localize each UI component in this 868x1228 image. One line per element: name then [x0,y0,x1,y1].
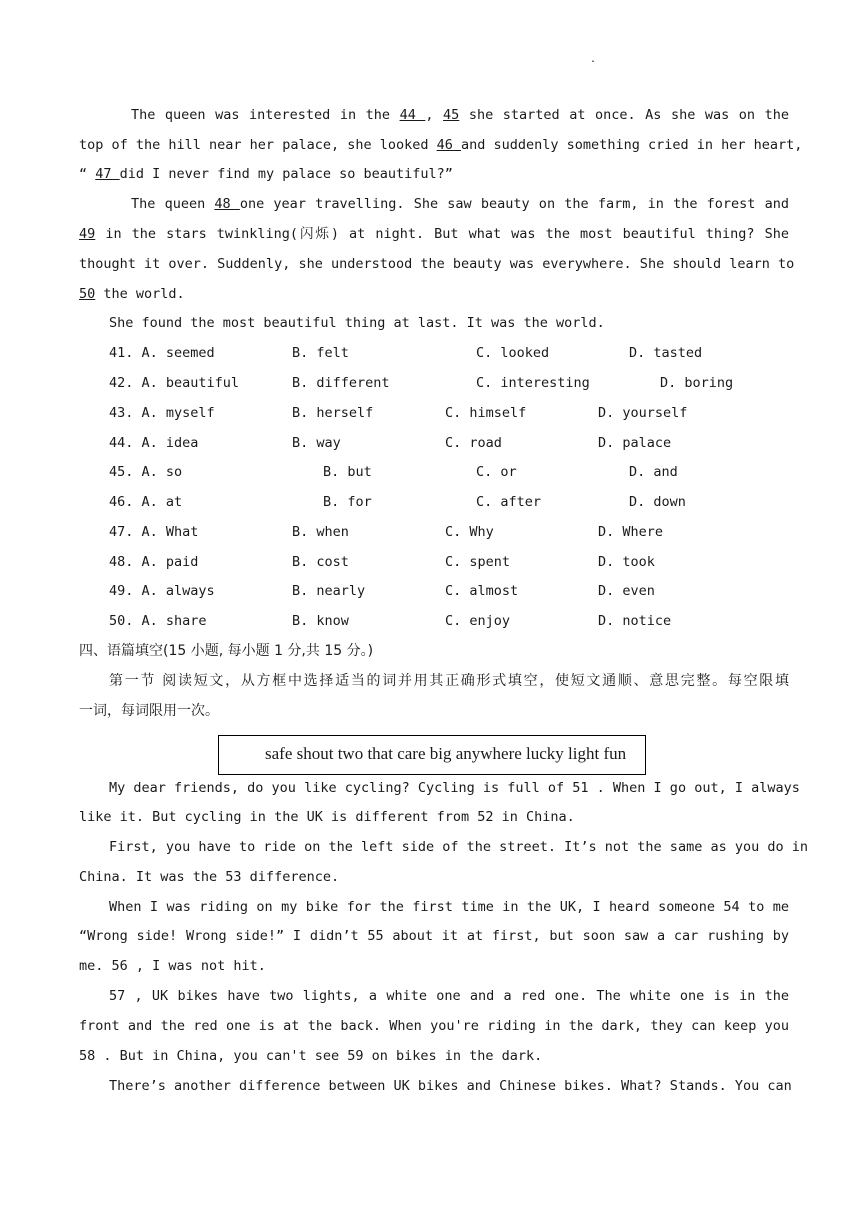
blank-49: 49 [79,226,96,242]
text: “ [79,166,96,182]
text: and suddenly something cried in her heart, [461,137,803,153]
q41-c: C. looked [476,345,550,361]
q48-c: C. spent [445,554,511,570]
q41-b: B. felt [292,345,349,361]
text: top of the hill near her palace, she looked [79,137,437,153]
blank-47: 47 [95,166,120,182]
passage2-line4 [79,285,789,303]
q50-b: B. know [292,613,349,629]
q50-d: D. notice [598,613,672,629]
blank-45: 45 [443,107,460,123]
word-box-words: safe shout two that care big anywhere lucky light fun [265,744,627,763]
page-dot: . [590,54,597,65]
q47-d: D. Where [598,524,664,540]
q49-b: B. nearly [292,583,366,599]
q44-b: B. way [292,435,341,451]
q43-d: D. yourself [598,405,688,421]
passage1-line2 [79,136,803,154]
q47-c: C. Why [445,524,494,540]
q49-a: 49. A. always [109,583,215,599]
word-box [218,735,646,775]
q48-b: B. cost [292,554,349,570]
q42-a: 42. A. beautiful [109,375,240,391]
passage3-line8: 57 , UK bikes have two lights, a white one and a red one. The white one is in the [109,988,789,1004]
q47-a: 47. A. What [109,524,199,540]
q47-b: B. when [292,524,349,540]
passage3-line10: 58 . But in China, you can't see 59 on bikes in the dark. [79,1048,543,1064]
q46-b: B. for [323,494,372,510]
q43-c: C. himself [445,405,527,421]
text: The queen [131,196,215,212]
passage3-line1: My dear friends, do you like cycling? Cycling is full of 51 . When I go out, I always [109,780,800,796]
passage3-line3: First, you have to ride on the left side of the street. It’s not the same as you do in [109,839,808,855]
q48-a: 48. A. paid [109,554,199,570]
passage3-line5: When I was riding on my bike for the first time in the UK, I heard someone 54 to me [109,899,789,915]
q43-a: 43. A. myself [109,405,215,421]
q45-d: D. and [629,464,678,480]
passage3-line11: There’s another difference between UK bikes and Chinese bikes. What? Stands. You can [109,1078,792,1094]
q48-d: D. took [598,554,655,570]
q46-c: C. after [476,494,542,510]
q44-c: C. road [445,435,502,451]
passage3-line6: “Wrong side! Wrong side!” I didn’t 55 about it at first, but soon saw a car rushing by [79,928,789,944]
q49-d: D. even [598,583,655,599]
q45-c: C. or [476,464,517,480]
q41-d: D. tasted [629,345,703,361]
passage1-line1 [79,106,789,124]
q42-b: B. different [292,375,390,391]
text: she started at once. As she was on the [459,107,789,123]
passage3-line7: me. 56 , I was not hit. [79,958,266,974]
passage-conclusion: She found the most beautiful thing at last. It was the world. [109,315,605,331]
q42-d: D. boring [660,375,734,391]
q41-a: 41. A. seemed [109,345,215,361]
passage2-line2 [79,225,789,243]
passage3-line4: China. It was the 53 difference. [79,869,340,885]
q43-b: B. herself [292,405,374,421]
q45-b: B. but [323,464,372,480]
q46-d: D. down [629,494,686,510]
q44-d: D. palace [598,435,672,451]
text: , [425,107,444,123]
text: The queen was interested in the [131,107,400,123]
q50-c: C. enjoy [445,613,511,629]
text: in the stars twinkling(闪烁) at night. But what was the most beautiful thing? She [95,226,789,242]
section4-instruction-line2: 一词，每词限用一次。 [79,703,219,719]
passage3-line2: like it. But cycling in the UK is different from 52 in China. [79,809,575,825]
passage2-line3: thought it over. Suddenly, she understood the beauty was everywhere. She should learn to [79,256,795,272]
blank-46: 46 [436,137,462,153]
passage1-line3 [79,165,789,183]
section4-instruction-line1: 第一节 阅读短文，从方框中选择适当的词并用其正确形式填空，使短文通顺、意思完整。每空限填 [109,673,789,689]
q49-c: C. almost [445,583,519,599]
text: one year travelling. She saw beauty on the farm, in the forest and [239,196,789,212]
blank-48: 48 [214,196,240,212]
blank-44: 44 [399,107,426,123]
q50-a: 50. A. share [109,613,207,629]
q45-a: 45. A. so [109,464,183,480]
passage2-line1 [79,195,789,213]
q42-c: C. interesting [476,375,590,391]
q46-a: 46. A. at [109,494,183,510]
section4-heading: 四、语篇填空(15 小题, 每小题 1 分,共 15 分。) [79,643,374,659]
text: the world. [95,286,185,302]
passage3-line9: front and the red one is at the back. When you're riding in the dark, they can keep you [79,1018,789,1034]
q44-a: 44. A. idea [109,435,199,451]
text: did I never find my palace so beautiful?” [119,166,453,182]
blank-50: 50 [79,286,96,302]
